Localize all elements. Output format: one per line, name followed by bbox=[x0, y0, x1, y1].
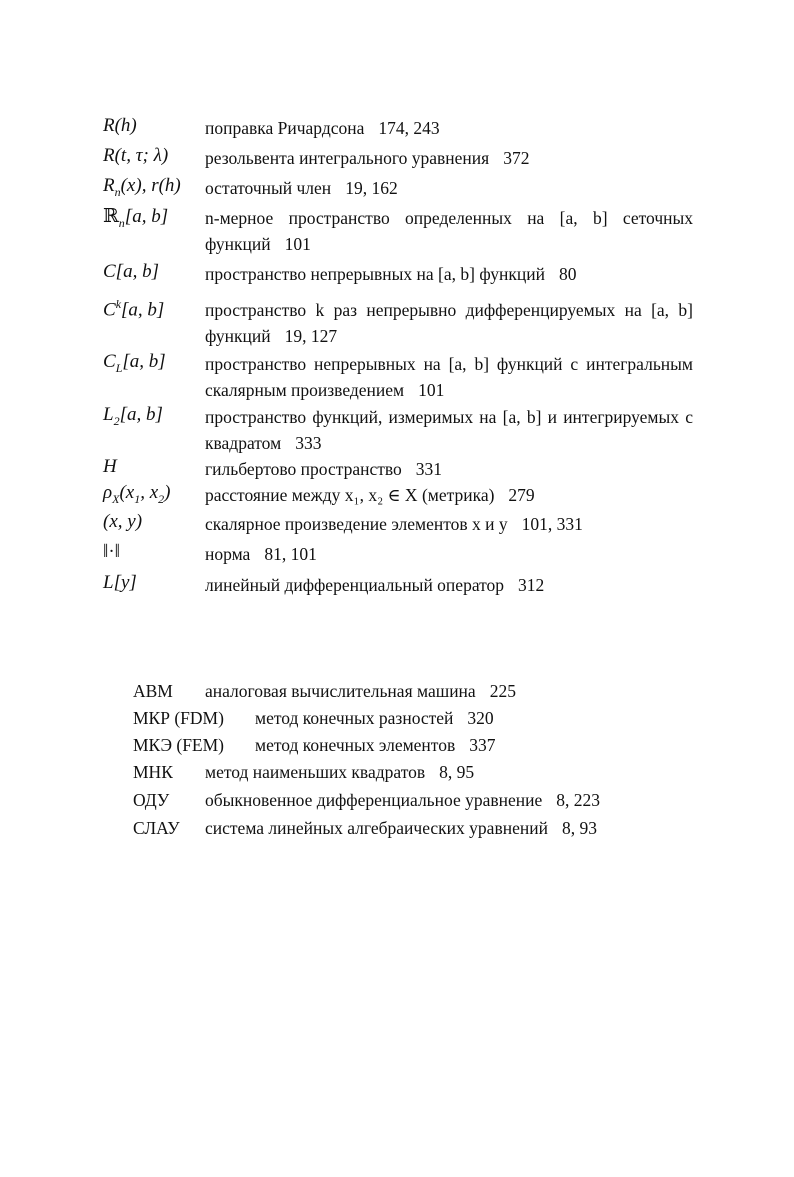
page-references: 101 bbox=[284, 234, 311, 254]
symbol-part: k bbox=[115, 297, 122, 311]
description-text: пространство функций, измеримых на [a, b] и интегрируемых с квадратом bbox=[205, 407, 693, 453]
notation-symbol bbox=[103, 572, 137, 594]
page-references: 19, 162 bbox=[345, 178, 398, 198]
symbol-part: R(t, τ; λ) bbox=[103, 145, 169, 166]
page-references: 101 bbox=[418, 380, 445, 400]
description-text: резольвента интегрального уравнения bbox=[205, 148, 490, 168]
abbreviation: МКР (FDM) bbox=[133, 708, 224, 728]
page-references: 8, 223 bbox=[556, 790, 601, 810]
page-references: 101, 331 bbox=[521, 514, 583, 534]
abbreviation: МНК bbox=[133, 762, 173, 782]
page-references: 80 bbox=[558, 264, 577, 284]
notation-description bbox=[205, 572, 693, 598]
page-references: 312 bbox=[518, 575, 545, 595]
abbreviation: МКЭ (FEM) bbox=[133, 735, 225, 755]
notation-symbol bbox=[103, 351, 166, 376]
abbreviation-description bbox=[205, 790, 600, 811]
description-text: n-мерное пространство определенных на [a, b] сеточных функций bbox=[205, 208, 693, 254]
page-references: 225 bbox=[489, 681, 516, 701]
notation-description bbox=[205, 145, 693, 171]
description-text: метод конечных разностей bbox=[255, 708, 454, 728]
symbol-part: R bbox=[103, 175, 115, 196]
description-text: скалярное произведение элементов x и y bbox=[205, 514, 508, 534]
abbreviation: ОДУ bbox=[133, 790, 170, 810]
description-text: метод наименьших квадратов bbox=[205, 762, 426, 782]
notation-symbol bbox=[103, 145, 168, 167]
description-text: пространство непрерывных на [a, b] функций bbox=[205, 264, 545, 284]
notation-symbol bbox=[103, 297, 164, 321]
page-references: 333 bbox=[295, 433, 322, 453]
abbreviation-description bbox=[255, 708, 494, 729]
notation-description bbox=[205, 261, 693, 287]
symbol-part: R(h) bbox=[103, 115, 137, 136]
description-text: обыкновенное дифференциальное уравнение bbox=[205, 790, 543, 810]
notation-symbol bbox=[103, 205, 168, 231]
page-references: 19, 127 bbox=[284, 326, 338, 346]
description-text: пространство k раз непрерывно дифференцируемых на [a, b] функций bbox=[205, 300, 693, 346]
page-references: 331 bbox=[415, 459, 443, 479]
symbol-part: C bbox=[103, 351, 116, 372]
symbol-part: (x), r(h) bbox=[120, 175, 181, 196]
symbol-part: n bbox=[114, 184, 121, 199]
notation-description bbox=[205, 175, 693, 201]
notation-symbol bbox=[103, 115, 137, 137]
symbol-part: C bbox=[103, 299, 116, 321]
notation-description bbox=[205, 297, 693, 349]
notation-description bbox=[205, 115, 693, 141]
page-references: 8, 93 bbox=[561, 818, 597, 838]
description-text: аналоговая вычислительная машина bbox=[205, 681, 476, 701]
notation-symbol bbox=[103, 456, 117, 478]
symbol-part: 1 bbox=[134, 491, 141, 506]
notation-description bbox=[205, 205, 693, 257]
abbreviation: СЛАУ bbox=[133, 818, 180, 838]
notation-symbol bbox=[103, 541, 120, 563]
page-references: 372 bbox=[503, 148, 530, 168]
page-references: 8, 95 bbox=[439, 762, 475, 782]
notation-description bbox=[205, 456, 693, 482]
symbol-part: (x bbox=[119, 482, 135, 503]
symbol-part: , x bbox=[140, 482, 159, 503]
notation-symbol bbox=[103, 482, 171, 507]
notation-symbol bbox=[103, 404, 163, 429]
description-text: остаточный член bbox=[205, 178, 332, 198]
description-text: пространство непрерывных на [a, b] функций с интегральным скалярным произведением bbox=[205, 354, 693, 400]
symbol-part: X bbox=[112, 491, 120, 506]
notation-description bbox=[205, 482, 693, 508]
symbol-part: L bbox=[115, 360, 123, 375]
abbreviation-description bbox=[205, 818, 597, 839]
abbreviation: АВМ bbox=[133, 681, 173, 701]
page-references: 81, 101 bbox=[264, 544, 317, 564]
notation-symbol bbox=[103, 261, 159, 283]
symbol-part: ) bbox=[164, 482, 171, 503]
abbreviation-description bbox=[205, 681, 516, 702]
notation-description bbox=[205, 404, 693, 456]
symbol-part: n bbox=[118, 215, 125, 230]
abbreviation-description bbox=[205, 762, 474, 783]
symbol-part: ‖·‖ bbox=[103, 541, 120, 562]
symbol-part: [a, b] bbox=[124, 206, 169, 227]
description-text: система линейных алгебраических уравнений bbox=[205, 818, 548, 838]
symbol-part: 2 bbox=[113, 413, 120, 428]
symbol-part: [a, b] bbox=[121, 299, 165, 321]
symbol-part: H bbox=[103, 456, 117, 477]
symbol-part: [a, b] bbox=[122, 351, 166, 372]
symbol-part: [a, b] bbox=[119, 404, 163, 425]
symbol-part: L bbox=[103, 404, 114, 425]
description-text: расстояние между x₁, x₂ ∈ X (метрика) bbox=[205, 485, 495, 505]
symbol-part: 2 bbox=[158, 491, 165, 506]
notation-symbol bbox=[103, 511, 142, 533]
description-text: линейный дифференциальный оператор bbox=[205, 575, 505, 595]
symbol-part: C[a, b] bbox=[103, 261, 159, 282]
description-text: норма bbox=[205, 544, 251, 564]
page-references: 320 bbox=[467, 708, 494, 728]
symbol-part: ρ bbox=[103, 482, 113, 503]
notation-description bbox=[205, 351, 693, 403]
description-text: метод конечных элементов bbox=[255, 735, 456, 755]
page-references: 279 bbox=[508, 485, 535, 505]
notation-description bbox=[205, 541, 693, 567]
symbol-part: ℝ bbox=[103, 206, 119, 227]
page-references: 174, 243 bbox=[378, 118, 440, 138]
symbol-part: L[y] bbox=[103, 572, 137, 593]
notation-description bbox=[205, 511, 693, 537]
symbol-part: (x, y) bbox=[103, 511, 143, 532]
description-text: гильбертово пространство bbox=[205, 459, 402, 479]
page-references: 337 bbox=[469, 735, 496, 755]
notation-symbol bbox=[103, 175, 181, 200]
abbreviation-description bbox=[255, 735, 495, 756]
description-text: поправка Ричардсона bbox=[205, 118, 365, 138]
